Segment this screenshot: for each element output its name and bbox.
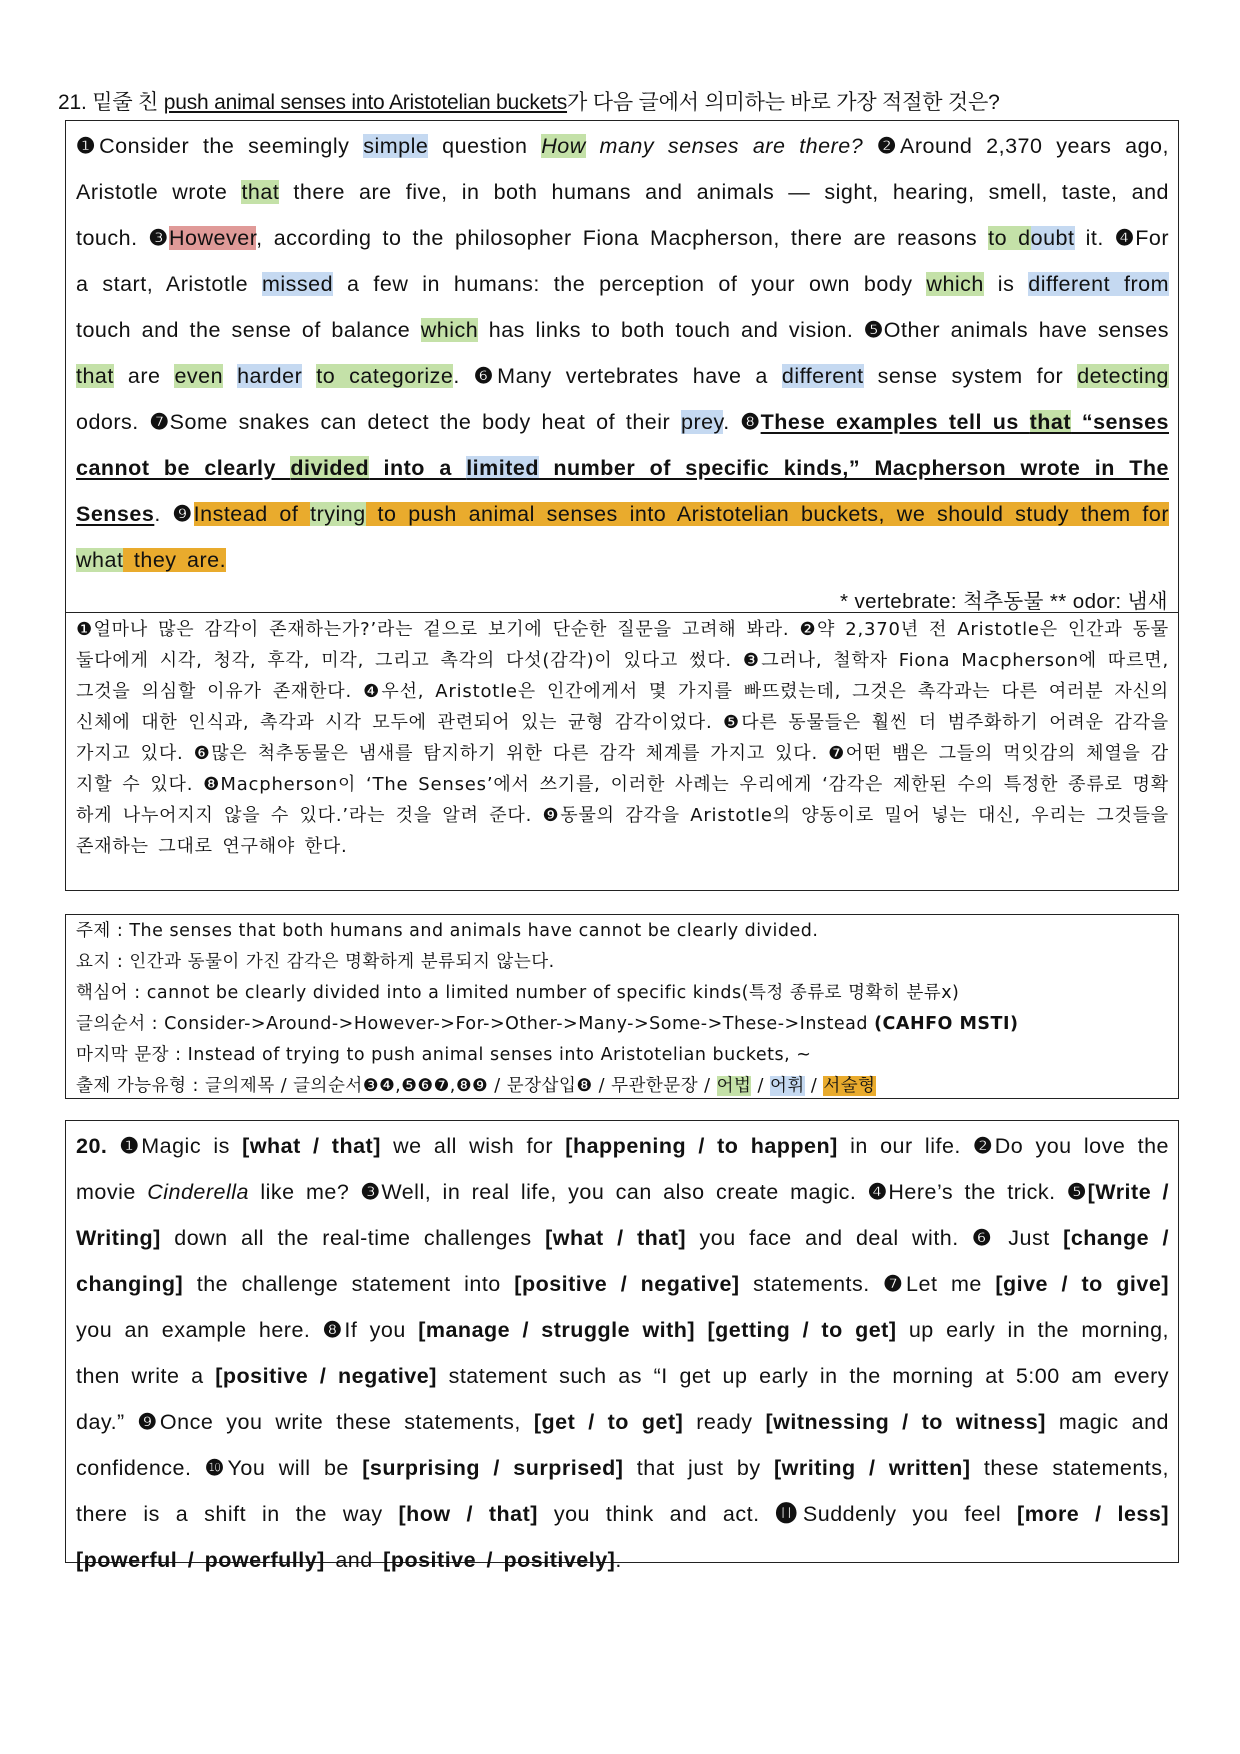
type-grammar-badge: 어법 bbox=[716, 1076, 752, 1096]
text-segment: these statements, there is a shift in the way bbox=[76, 1456, 1169, 1526]
text-segment: to categorize bbox=[316, 364, 454, 388]
order-text: Consider->Around->However->For->Other->Many->Some->These->Instead bbox=[164, 1014, 875, 1034]
text-segment: However bbox=[169, 226, 257, 250]
text-segment: , according to the philosopher Fiona Macpherson, there are reasons bbox=[256, 226, 989, 250]
title-prefix: 21. 밑줄 친 bbox=[58, 91, 164, 114]
text-segment: to push animal senses into Aristotelian buckets, we should study them for bbox=[365, 502, 1169, 526]
text-segment: which bbox=[926, 272, 984, 296]
text-segment: down all the real-time challenges bbox=[160, 1226, 546, 1250]
question-20-text bbox=[76, 1123, 1169, 1583]
text-segment: which bbox=[420, 318, 479, 342]
text-segment: If you bbox=[344, 1318, 419, 1342]
text-segment: [positive / negative] bbox=[215, 1364, 437, 1388]
text-segment: [writing / written] bbox=[773, 1456, 971, 1480]
sentence-number: ❹ bbox=[867, 1180, 889, 1204]
text-segment: what bbox=[76, 548, 124, 572]
sentence-number: ❼ bbox=[883, 1272, 907, 1296]
types-text: 글의제목 / 글의순서❸❹,❺❻❼,❽❾ / 문장삽입❽ / 무관한문장 / bbox=[205, 1076, 717, 1096]
sentence-number: ❼ bbox=[149, 410, 170, 434]
text-segment: [more / less] bbox=[1017, 1502, 1170, 1526]
sentence-number: ❸ bbox=[148, 226, 170, 250]
text-segment: you face and deal with. bbox=[686, 1226, 973, 1250]
text-segment: oubt bbox=[1030, 226, 1075, 250]
text-segment: [getting / to get] bbox=[707, 1318, 897, 1342]
sentence-number: ❸ bbox=[360, 1180, 382, 1204]
text-segment: Consider the seemingly bbox=[99, 134, 364, 158]
text-segment: that just by bbox=[623, 1456, 774, 1480]
title-suffix: 가 다음 글에서 의미하는 바로 가장 적절한 것은? bbox=[567, 91, 1000, 114]
sentence-number: ❺ bbox=[863, 318, 884, 342]
text-segment: Just bbox=[994, 1226, 1064, 1250]
text-segment: [witnessing / to witness] bbox=[765, 1410, 1046, 1434]
question-20-box bbox=[65, 1120, 1179, 1572]
separator: / bbox=[804, 1076, 824, 1096]
text-segment: harder bbox=[237, 364, 303, 388]
text-segment: like me? bbox=[249, 1180, 361, 1204]
last-sentence-label: 마지막 문장 : bbox=[76, 1045, 188, 1065]
text-segment: and bbox=[324, 1548, 384, 1572]
text-segment: Suddenly you feel bbox=[802, 1502, 1018, 1526]
text-segment: it. bbox=[1074, 226, 1115, 250]
text-segment: that bbox=[241, 180, 280, 204]
text-segment: [how / that] bbox=[398, 1502, 538, 1526]
text-segment: simple bbox=[363, 134, 429, 158]
text-segment: trying bbox=[310, 502, 366, 526]
text-segment: Here’s the trick. bbox=[888, 1180, 1067, 1204]
text-segment: [happening / to happen] bbox=[565, 1134, 838, 1158]
summary-topic bbox=[76, 916, 1169, 947]
text-segment: many senses are there? bbox=[585, 134, 864, 158]
text-segment: that bbox=[1029, 410, 1072, 434]
text-segment: [Write / Writing] bbox=[76, 1180, 1169, 1250]
text-segment: a few in humans: the perception of your own body bbox=[333, 272, 927, 296]
text-segment: statements. bbox=[739, 1272, 884, 1296]
sentence-number: ❾ bbox=[172, 502, 194, 526]
text-segment: even bbox=[174, 364, 224, 388]
summary-question-types bbox=[76, 1071, 1169, 1102]
text-segment bbox=[223, 364, 237, 388]
text-segment: up early in the morning, then write a bbox=[76, 1318, 1169, 1388]
text-segment: These examples tell us bbox=[760, 410, 1030, 434]
text-segment: [get / to get] bbox=[533, 1410, 684, 1434]
footnotes: * vertebrate: 척추동물 ** odor: 냄새 bbox=[840, 590, 1168, 613]
text-segment: [give / to give] bbox=[995, 1272, 1169, 1296]
text-segment: 20. bbox=[76, 1134, 120, 1158]
text-segment: Magic is bbox=[141, 1134, 243, 1158]
text-segment: is bbox=[983, 272, 1029, 296]
summary-box bbox=[65, 914, 1179, 1099]
text-segment: you an example here. bbox=[76, 1318, 323, 1342]
order-code: (CAHFO MSTI) bbox=[874, 1014, 1019, 1034]
sentence-number: ❽ bbox=[322, 1318, 345, 1342]
text-segment: For a start, Aristotle bbox=[76, 226, 1169, 296]
sentence-number: ❹ bbox=[1114, 226, 1136, 250]
text-segment: “senses cannot be clearly bbox=[76, 410, 1169, 480]
text-segment: Some snakes can detect the body heat of their bbox=[169, 410, 681, 434]
summary-gist bbox=[76, 947, 1169, 978]
translation-text: ❶얼마나 많은 감각이 존재하는가?’라는 겉으로 보기에 단순한 질문을 고려해 봐라. ❷약 2,370년 전 Aristotle은 인간과 동물 둘다에게 시각, 청각, 후각, 미각, 그리고 촉각의 다섯(감각)이 있다고 썼다. ❸그러나, 철학자 Fiona Macpherson에 따르면, 그것을 의심할 이유가 존재한다. ❹우선, Aristotle은 인간에게서 몇 가지를 빠뜨렸는데, 그것은 촉각과는 다른 여러분 자신의 신체에 대한 인식과, 촉각과 시각 모두에 관련되어 있는 균형 감각이었다. ❺다른 동물들은 훨씬 더 범주화하기 어려운 감각을 가지고 있다. ❻많은 척추동물은 냄새를 탐지하기 위한 다른 감각 체계를 가지고 있다. ❼어떤 뱀은 그들의 먹잇감의 체열을 감지할 수 있다. ❽Macpherson이 ‘The Senses’에서 쓰기를, 이러한 사례는 우리에게 ‘감각은 제한된 수의 특정한 종류로 명확하게 나누어지지 않을 수 있다.’라는 것을 알려 준다. ❾동물의 감각을 Aristotle의 양동이로 밀어 넣는 대신, 우리는 그것들을 존재하는 그대로 연구해야 한다. bbox=[76, 619, 1169, 857]
text-segment bbox=[695, 1318, 707, 1342]
text-segment bbox=[302, 364, 316, 388]
text-segment: different from bbox=[1028, 272, 1169, 296]
text-segment: limited bbox=[466, 456, 539, 480]
text-segment: detecting bbox=[1077, 364, 1169, 388]
text-segment: the challenge statement into bbox=[183, 1272, 515, 1296]
text-segment: Let me bbox=[906, 1272, 996, 1296]
text-segment: into a bbox=[369, 456, 467, 480]
text-segment: [change / changing] bbox=[76, 1226, 1169, 1296]
type-written-badge: 서술형 bbox=[823, 1076, 876, 1096]
text-segment: [positive / positively] bbox=[383, 1548, 616, 1572]
text-segment: . bbox=[723, 410, 741, 434]
passage-text bbox=[76, 123, 1169, 583]
sentence-number: ❿ bbox=[204, 1456, 228, 1480]
types-label: 출제 가능유형 : bbox=[76, 1076, 206, 1096]
sentence-number: ❽ bbox=[740, 410, 761, 434]
text-segment: you think and act. bbox=[537, 1502, 776, 1526]
text-segment: to d bbox=[988, 226, 1031, 250]
gist-label: 요지 : bbox=[76, 952, 130, 972]
text-segment: You will be bbox=[227, 1456, 363, 1480]
sentence-number: ❶ bbox=[76, 134, 100, 158]
sentence-number: ❷ bbox=[863, 134, 901, 158]
text-segment: statement such as “I get up early in the morning at 5:00 am every day.” bbox=[76, 1364, 1170, 1434]
text-segment: Do you love the movie bbox=[76, 1134, 1169, 1204]
sentence-number: ❾ bbox=[137, 1410, 160, 1434]
sentence-number: ❻ bbox=[473, 364, 498, 388]
text-segment: we all wish for bbox=[380, 1134, 566, 1158]
text-segment: they are. bbox=[123, 548, 227, 572]
question-21-passage-box bbox=[65, 120, 1179, 613]
question-21-title bbox=[58, 86, 1188, 116]
text-segment: that bbox=[76, 364, 114, 388]
keyword-label: 핵심어 : bbox=[76, 983, 147, 1003]
text-segment: Around 2,370 years ago, Aristotle wrote bbox=[76, 134, 1169, 204]
text-segment: . bbox=[615, 1548, 622, 1572]
text-segment: [manage / struggle with] bbox=[418, 1318, 696, 1342]
sentence-number: ⓫ bbox=[775, 1502, 803, 1526]
text-segment: divided bbox=[290, 456, 370, 480]
keyword-text: cannot be clearly divided into a limited number of specific kinds(특정 종류로 명확히 분류x) bbox=[146, 983, 960, 1003]
text-segment: [what / that] bbox=[242, 1134, 381, 1158]
summary-order bbox=[76, 1009, 1169, 1040]
sentence-number: ❷ bbox=[973, 1134, 995, 1158]
last-sentence-text: Instead of trying to push animal senses into Aristotelian buckets, ~ bbox=[187, 1045, 812, 1065]
text-segment: . bbox=[154, 502, 173, 526]
topic-text: The senses that both humans and animals have cannot be clearly divided. bbox=[129, 921, 819, 941]
text-segment: Other animals have senses bbox=[883, 318, 1169, 342]
summary-last-sentence bbox=[76, 1040, 1169, 1071]
text-segment: Instead of bbox=[193, 502, 311, 526]
sentence-number: ❻ bbox=[972, 1226, 995, 1250]
sentence-number: ❶ bbox=[119, 1134, 142, 1158]
text-segment: Once you write these statements, bbox=[159, 1410, 534, 1434]
text-segment: different bbox=[781, 364, 864, 388]
text-segment: are bbox=[113, 364, 175, 388]
translation-box bbox=[65, 612, 1179, 891]
text-segment: [powerful / powerfully] bbox=[76, 1548, 325, 1572]
text-segment: [surprising / surprised] bbox=[362, 1456, 624, 1480]
sentence-number: ❺ bbox=[1066, 1180, 1088, 1204]
text-segment: touch and the sense of balance bbox=[76, 318, 421, 342]
text-segment: Well, in real life, you can also create magic. bbox=[381, 1180, 868, 1204]
text-segment: ready bbox=[683, 1410, 766, 1434]
text-segment: Cinderella bbox=[147, 1180, 250, 1204]
text-segment: missed bbox=[261, 272, 334, 296]
text-segment: sense system for bbox=[863, 364, 1078, 388]
text-segment: How bbox=[541, 134, 586, 158]
summary-keyword bbox=[76, 978, 1169, 1009]
text-segment: number of specific kinds,” Macpherson wrote in The Senses bbox=[76, 456, 1169, 526]
text-segment: Many vertebrates have a bbox=[497, 364, 782, 388]
type-vocab-badge: 어휘 bbox=[769, 1076, 805, 1096]
text-segment: . bbox=[453, 364, 474, 388]
gist-text: 인간과 동물이 가진 감각은 명확하게 분류되지 않는다. bbox=[129, 952, 555, 972]
text-segment: [what / that] bbox=[545, 1226, 687, 1250]
separator: / bbox=[751, 1076, 770, 1096]
text-segment: prey bbox=[680, 410, 724, 434]
text-segment: has links to both touch and vision. bbox=[478, 318, 864, 342]
text-segment: odors. bbox=[76, 410, 150, 434]
text-segment: question bbox=[428, 134, 542, 158]
text-segment: there are five, in both humans and animals — sight, hearing, smell, taste, and touch. bbox=[76, 180, 1169, 250]
title-underlined-phrase: push animal senses into Aristotelian buckets bbox=[163, 91, 568, 114]
text-segment: magic and confidence. bbox=[76, 1410, 1169, 1480]
text-segment: [positive / negative] bbox=[514, 1272, 740, 1296]
order-label: 글의순서 : bbox=[76, 1014, 165, 1034]
topic-label: 주제 : bbox=[76, 921, 130, 941]
text-segment: in our life. bbox=[837, 1134, 974, 1158]
